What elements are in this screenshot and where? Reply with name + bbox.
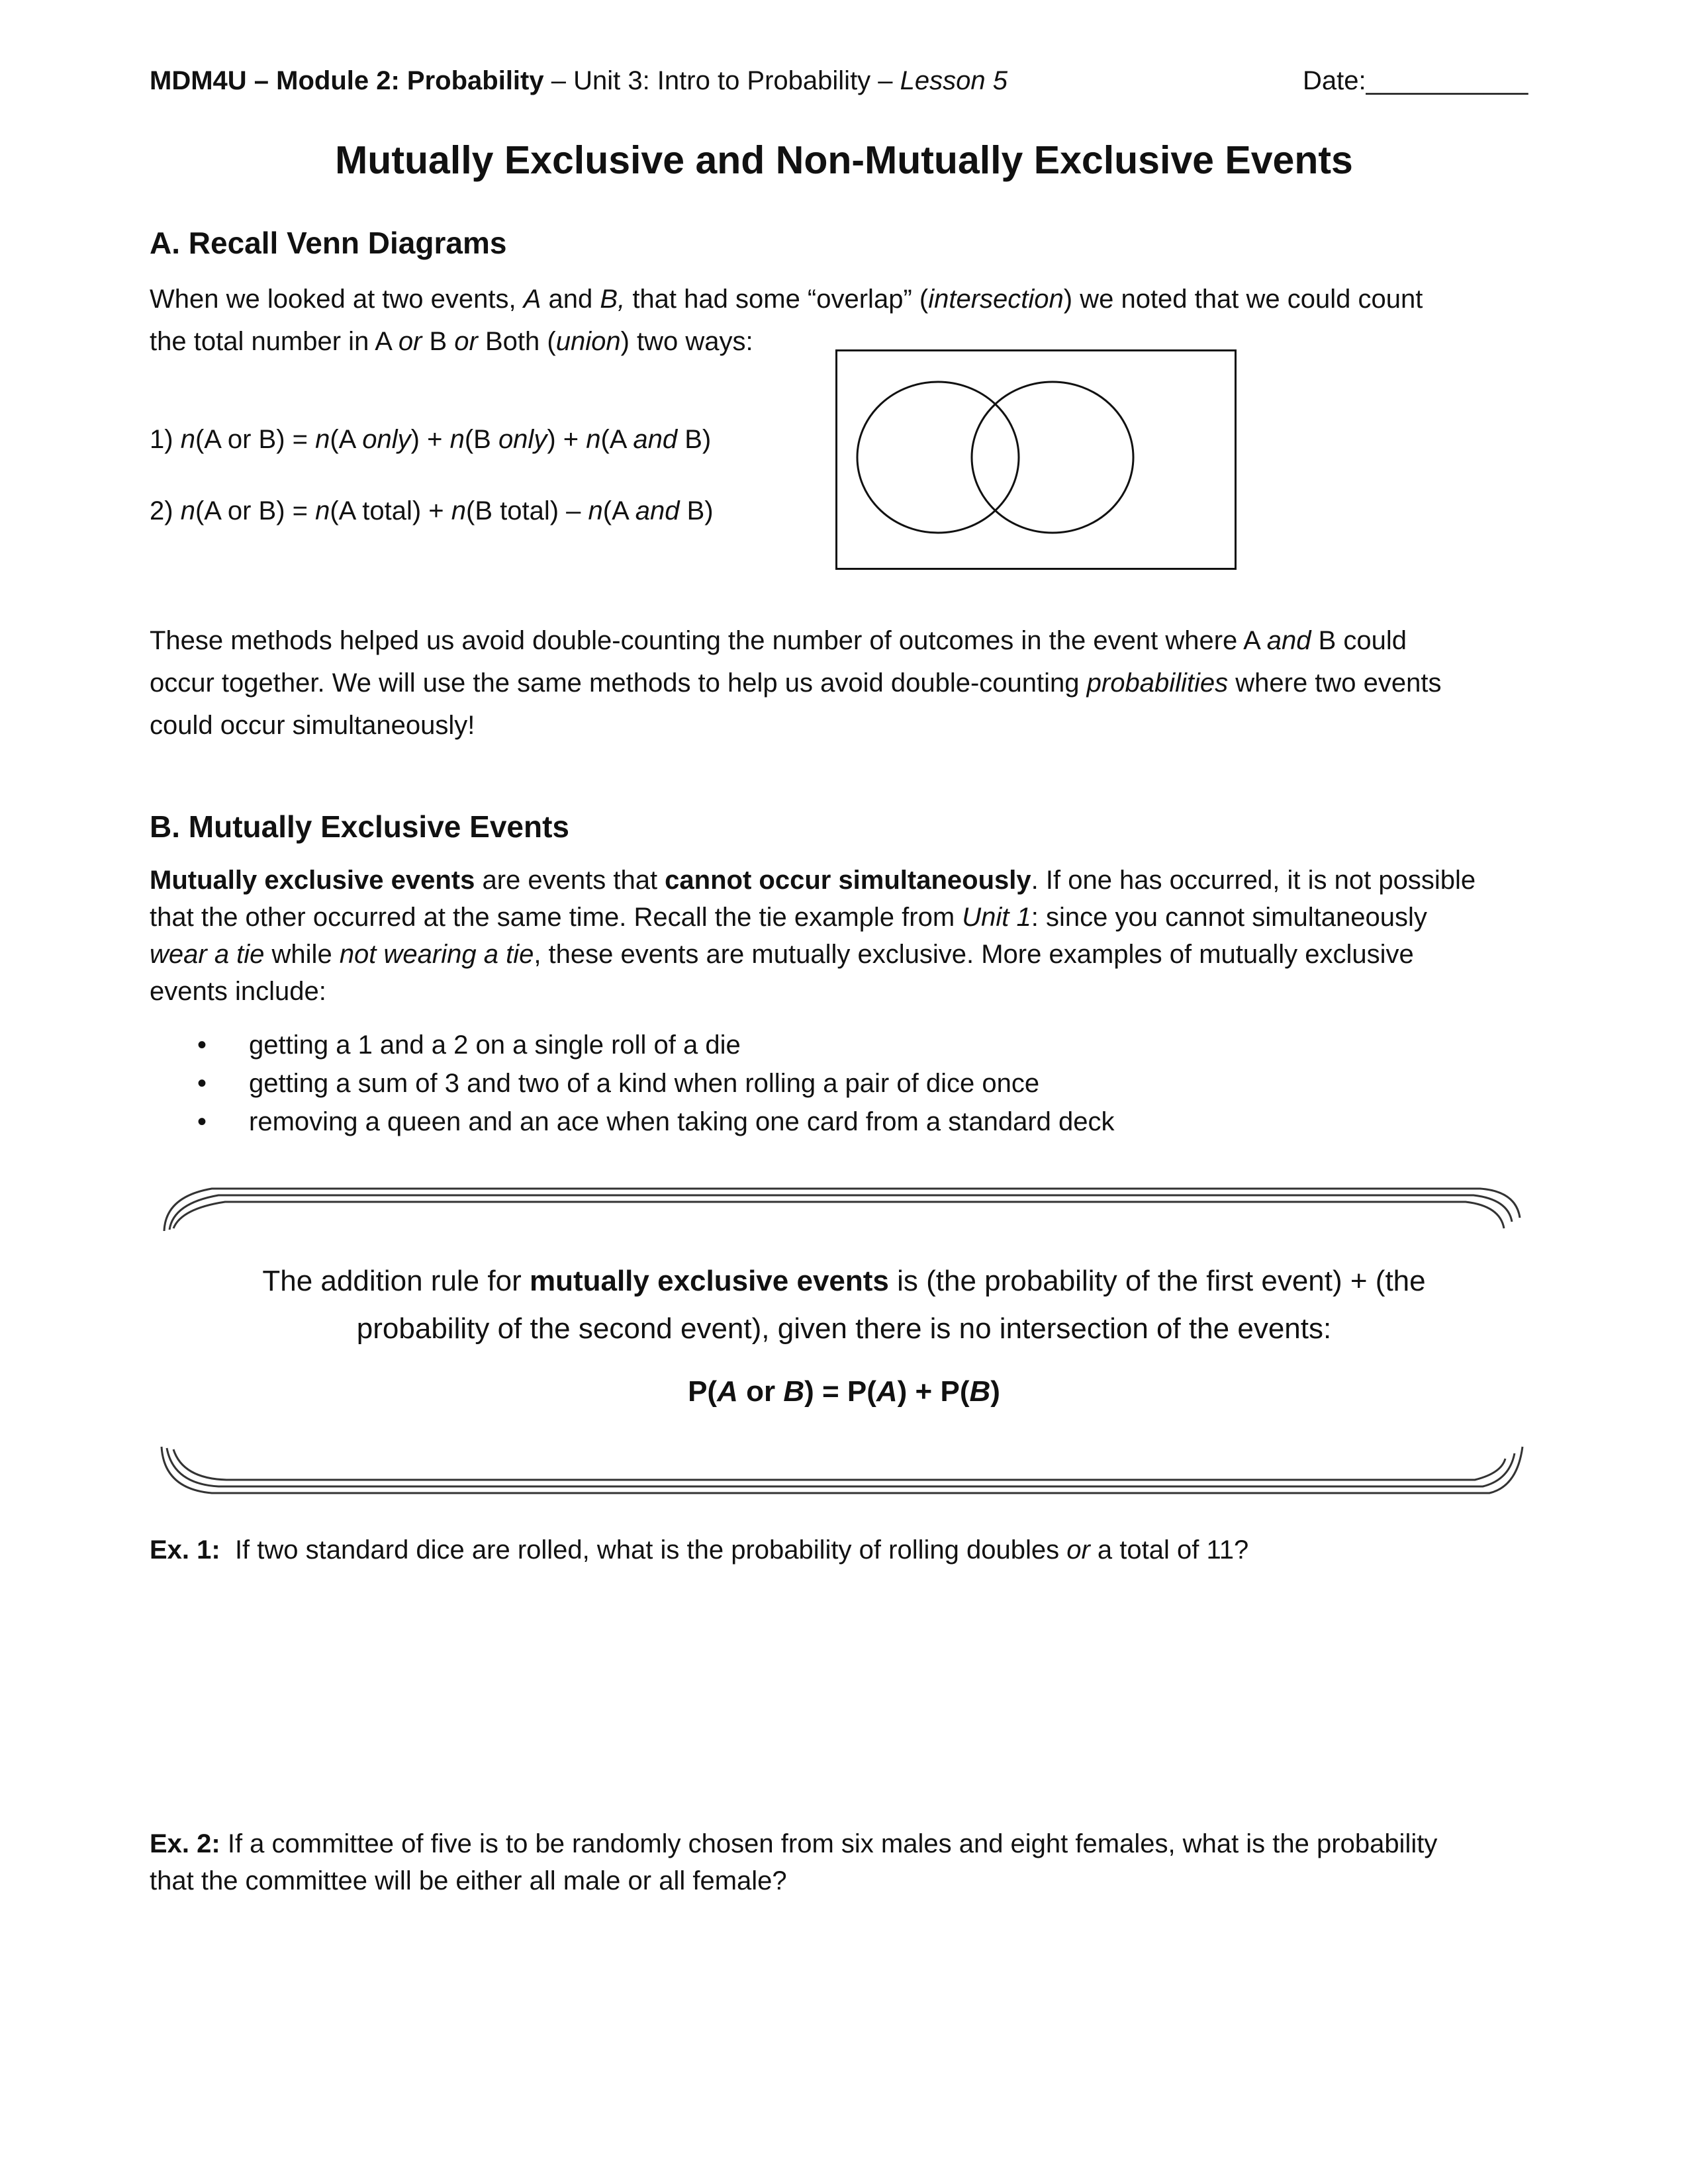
section-a-paragraph-line1: These methods helped us avoid double-counting the number of outcomes in the event where A and B could xyxy=(150,626,1407,655)
addition-rule-formula: P(A or B) = P(A) + P(B) xyxy=(688,1375,1000,1408)
addition-rule-line1: The addition rule for mutually exclusive events is (the probability of the first event) + (the xyxy=(262,1265,1426,1297)
method-1-formula: 1) n(A or B) = n(A only) + n(B only) + n(A and B) xyxy=(150,425,712,454)
list-item: • removing a queen and an ace when taking one card from a standard deck xyxy=(150,1103,1115,1141)
addition-rule-line2: probability of the second event), given there is no intersection of the events: xyxy=(356,1312,1332,1345)
method-2-formula: 2) n(A or B) = n(A total) + n(B total) – n(A and B) xyxy=(150,496,714,525)
bullet-icon: • xyxy=(197,1107,207,1136)
course-label: MDM4U – Module 2: Probability xyxy=(150,66,544,95)
section-a-intro-line1: When we looked at two events, A and B, that had some “overlap” (intersection) we noted that we could count xyxy=(150,285,1423,314)
list-item: • getting a sum of 3 and two of a kind when rolling a pair of dice once xyxy=(150,1064,1115,1103)
example-2-line1: Ex. 2: If a committee of five is to be randomly chosen from six males and eight females, what is the probability xyxy=(150,1829,1438,1858)
section-b-heading: B. Mutually Exclusive Events xyxy=(150,809,570,844)
section-b-line2: that the other occurred at the same time. Recall the tie example from Unit 1: since you cannot simultaneously xyxy=(150,903,1427,932)
unit-label: – Unit 3: Intro to Probability – xyxy=(543,66,900,95)
section-a-heading: A. Recall Venn Diagrams xyxy=(150,226,507,260)
section-b-line4: events include: xyxy=(150,977,326,1006)
section-a-paragraph-line2: occur together. We will use the same methods to help us avoid double-counting probabilities where two events xyxy=(150,668,1442,698)
bullet-icon: • xyxy=(197,1069,207,1098)
section-b-line1: Mutually exclusive events are events that cannot occur simultaneously. If one has occurred, it is not possible xyxy=(150,866,1476,895)
page-title: Mutually Exclusive and Non-Mutually Exclusive Events xyxy=(335,138,1353,182)
list-item: • getting a 1 and a 2 on a single roll of a die xyxy=(150,1026,1115,1064)
example-1: Ex. 1: If two standard dice are rolled, what is the probability of rolling doubles or a total of 11? xyxy=(150,1535,1249,1565)
section-a-paragraph-line3: could occur simultaneously! xyxy=(150,711,475,740)
bullet-icon: • xyxy=(197,1030,207,1060)
section-b-line3: wear a tie while not wearing a tie, these events are mutually exclusive. More examples of mutually exclusive xyxy=(150,940,1414,969)
date-field: Date:___________ xyxy=(1303,66,1528,95)
section-a-intro-line2: the total number in A or B or Both (union) two ways: xyxy=(150,327,753,356)
example-2-line2: that the committee will be either all male or all female? xyxy=(150,1866,787,1895)
lesson-label: Lesson 5 xyxy=(900,66,1008,95)
